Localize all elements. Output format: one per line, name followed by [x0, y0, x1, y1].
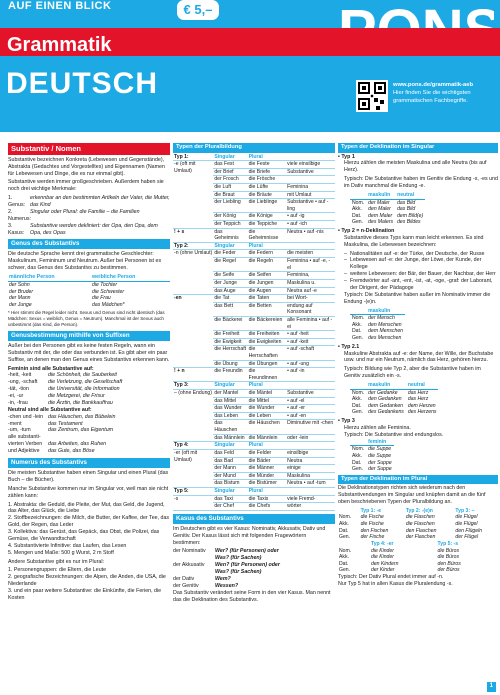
list-item: 2. Stoffbezeichnungen: die Milch, die Butter, der Kaffee, der Tee, das Gold, der Regen, das Leder: [8, 515, 170, 529]
type2-label: • Typ 2 = n-Deklination: [338, 227, 395, 234]
feminine-suffix-list: -heit, -keit die Schönheit, die Sauberkeit -ung, -schaft die Verletzung, die Gesellschaft -tät, -tion die Universität, die Information -ei, -ur die Metzgerei, die Frisur -in, -frau die Ärztin, die Bankkauffrau: [8, 372, 123, 406]
table-row: ! + s das Geheimnis die Geheimnisse Neutra • auf -nis: [173, 228, 335, 242]
table-row: der Liebling die Lieblinge Substantive • auf -ling: [173, 199, 335, 213]
list-item: – Nationalitäten auf -e: der Türke, der Deutsche, der Russe: [344, 251, 498, 258]
list-item: 3. Kollektiva: das Gerüst, das Gepäck, das Obst, die Polizei, das Gemüse, die Verwandtschaft: [8, 529, 160, 542]
table-row: Akk. die Kinder die Büros: [339, 554, 460, 561]
book-title: Grammatik: [7, 34, 112, 56]
list-item: – weitere Lebewesen: der Bär, der Bauer, der Nachbar, der Herr: [344, 271, 498, 278]
genus-text: Die deutsche Sprache kennt drei grammatische Geschlechter: Maskulinum, Femininum und Neutrum. Außer bei Personen ist es schwer, das Genus des Substantivs zu bestimmen.: [8, 251, 162, 272]
qr-caption: [393, 82, 498, 105]
type3-table: feminin Nom. die Suppe Akk. die Suppe Dat. der Suppe Gen. der Suppe: [352, 438, 392, 473]
feminine-label: Feminin sind alle Substantive auf:: [8, 365, 94, 372]
numerus-singular-intro: Manche Substantive kommen nur im Singular vor, weil man sie nicht zählen kann:: [8, 485, 169, 499]
declension-singular-title: Typen der Deklination im Singular: [338, 143, 498, 153]
table-row: das Bett die Betten endung auf Konsonant: [173, 302, 335, 316]
kasus-text: Im Deutschen gibt es vier Kasus: Nominativ, Akkusativ, Dativ und Genitiv. Der Kasus lässt sich mit folgenden Fragewörtern bestimmen:: [173, 525, 326, 546]
table-row: -s das Taxi die Taxis viele Fremd-: [173, 495, 335, 503]
table-row: Gen. des Malers des Bildes: [352, 219, 421, 226]
table-row: Dat. dem Gedanken dem Herzen: [352, 402, 436, 409]
table-row: Gen. der Suppe: [352, 466, 392, 473]
table-row: Gen. der Kinder der Büros: [339, 567, 460, 574]
table-row: die Regel die Regeln Feminina • auf -e, -el: [173, 258, 335, 272]
list-item: 2. geografische Bezeichnungen: die Alpen, die Anden, die USA, die Niederlande: [8, 574, 166, 588]
table-row: Akk. die Suppe: [352, 452, 392, 459]
table-row: das Wunder die Wunder • auf -er: [173, 405, 335, 413]
genus-footnote: * Hier stimmt die Regel leider nicht. Sexus und Genus sind nicht identisch (das Mädchen: Sexus = weiblich, Genus = Neutrum). Manchmal ist der Sexus auch unbestimmt (das Kind, die Person).: [8, 310, 165, 328]
table-row: der Junge das Mädchen*: [9, 301, 125, 308]
type2-text: Substantive dieses Typs kann man leicht erkennen. Es sind Maskulina, die Lebewesen bezeichnen:: [344, 234, 484, 248]
type2-list: [338, 251, 498, 292]
declension-plural-title: Typen der Deklination im Plural: [338, 475, 498, 485]
table-row: der Mann die Frau: [9, 295, 111, 302]
list-item: – Fremdwörter auf -ant, -ent, -ist, -at, -oge, -graf: der Laborant, der Dirigent, der Pädagoge: [344, 278, 498, 292]
list-item: 1. Abstrakta: die Geduld, die Pleite, der Mut, das Geld, die Jugend, das Alter, das Glück, die Liebe: [8, 501, 165, 515]
table-row: das Männlein die Männlein oder -lein: [173, 434, 335, 442]
genus-table: männliche Person weibliche Person der Sohn die Tochter der Bruder die Schwester der Mann die Frau der Junge das Mädchen*: [8, 274, 170, 308]
plural-table-1: Typ 1: -e Typ 2: -(e)n Typ 3: – Nom. die Fische die Flaschen die Flügel Akk. die Fische die Flaschen die Flügel Dat. den Fischen den Flaschen den Flügeln Gen. der Fische der Flaschen der Flügel: [338, 508, 498, 541]
table-row: der Teppich die Teppiche • auf -ich: [173, 221, 335, 229]
type1-table: maskulin neutral Nom. der Maler das Bild Akk. den Maler das Bild Dat. dem Maler dem Bild(e) Gen. des Malers des Bildes: [352, 191, 424, 226]
table-row: ! + n die Freundin die Freundinnen • auf -in: [173, 368, 335, 382]
table-row: -er (oft mit Umlaut) das Feld die Felder einsilbige: [173, 449, 335, 457]
numerus-text: Die meisten Substantive haben einen Singular und einen Plural (das Buch – die Bücher).: [8, 470, 169, 483]
plural-note-1: Typisch: Der Dativ Plural endet immer auf -n.: [338, 573, 444, 580]
table-row: -e (oft mit Umlaut) das Fest die Feste viele einsilbige: [173, 161, 335, 169]
table-row: der Chef die Chefs wörter: [173, 503, 335, 511]
feature-list: [8, 195, 170, 236]
type21-label: • Typ 2.1: [338, 343, 360, 350]
type3-text-2: Typisch: Die Substantive sind endungslos.: [344, 431, 444, 438]
type2-table: maskulin Nom. der Mensch Akk. den Menschen Dat. dem Menschen Gen. des Menschen: [352, 307, 403, 342]
singular-only-list: [8, 502, 170, 557]
feature-item: 3. Kasus: Substantive werden dekliniert: der Opa, den Opa, dem Opa, des Opas: [8, 222, 158, 236]
table-row: Akk. den Gedanken das Herz: [352, 396, 429, 403]
table-row: Nom. der Mensch: [352, 315, 395, 322]
feature-item: 2. Numerus: Singular oder Plural: die Familie – die Familien: [8, 208, 140, 222]
list-item: 4. Substantivierte Infinitive: das Laufen, das Lesen: [8, 542, 127, 549]
table-row: der Brief die Briefe Substantive: [173, 168, 335, 176]
type1-label: • Typ 1: [338, 153, 355, 160]
neutral-label: Neutral sind alle Substantive auf:: [8, 406, 92, 413]
table-row: Akk. den Maler das Bild: [352, 206, 416, 213]
table-row: Dat. dem Menschen: [352, 328, 403, 335]
list-item: 5. Mengen und Maße: 500 g Wurst, 2 m Stoff: [8, 549, 114, 556]
header: [0, 0, 500, 132]
feature-item: 1. Genus: erkennbar an den bestimmten Artikeln der Vater, die Mutter, das Kind: [8, 195, 170, 208]
numerus-section-title: Numerus des Substantivs: [8, 458, 170, 468]
list-item: 3. und ein paar weitere Substantive: die Einkünfte, die Ferien, die Kosten: [8, 588, 162, 601]
type21-text: Maskuline Abstrakta auf -e: der Name, der Wille, der Buchstabe usw. und nur ein Neutrum, nämlich das Herz, gehören hierzu.: [344, 350, 494, 364]
table-row: Akk. den Menschen: [352, 321, 402, 328]
plural-declension-text: Die Deklinationstypen richten sich wiederum nach den Substantivendungen im Singular und knüpfen damit an die fünf oben beschriebenen Typen der Pluralbildung an.: [338, 485, 486, 505]
genus-section-title: Genus des Substantivs: [8, 239, 170, 249]
type21-table: maskulin neutral Nom. der Gedanke das Herz Akk. den Gedanken das Herz Dat. dem Gedanken dem Herzen Gen. des Gedankens des Herzens: [352, 382, 437, 416]
table-row: Dat. der Suppe: [352, 459, 392, 466]
qr-code-icon: [356, 80, 388, 112]
table-row: das Häuschen die Häuschen Diminutive mit -chen: [214, 420, 334, 434]
table-row: die Braut die Bräute mit Umlaut: [173, 191, 335, 199]
qr-url[interactable]: www.pons.de/grammatik-aeb: [393, 82, 473, 88]
plural-table-2: Typ 4: -er Typ 5: -s Nom. die Kinder die Büros Akk. die Kinder die Büros Dat. den Kindern den Büros Gen. der Kinder der Büros: [338, 541, 498, 574]
table-row: die Seife die Seifen Feminina,: [173, 272, 335, 280]
series-label: AUF EINEN BLICK: [8, 0, 112, 12]
table-row: Nom. die Kinder die Büros: [339, 547, 460, 554]
suffix-text: Außer bei den Personen gibt es keine festen Regeln, wann ein Substantiv mit der, die oder das verbunden ist. Es gibt aber ein paar Suffixe, an denen man den Genus eines Substantivs erkennen kann.: [8, 342, 170, 363]
type3-text: Hierzu zählen alle Feminina.: [344, 424, 411, 431]
table-row: der Sohn die Tochter: [9, 281, 118, 288]
kasus-section-title: Kasus des Substantivs: [173, 514, 335, 524]
table-row: die Freiheit die Freiheiten • auf -heit: [173, 331, 335, 339]
table-row: Gen. des Gedankens des Herzens: [352, 409, 437, 416]
table-row: die Ewigkeit die Ewigkeiten • auf -keit: [173, 338, 335, 346]
table-row: Dat. den Fischen den Flaschen den Flügeln: [339, 527, 483, 534]
plural-only-intro: Andere Substantive gibt es nur im Plural:: [8, 558, 104, 565]
table-row: der Mann die Männer einige: [173, 465, 335, 473]
table-row: Nom. die Fische die Flaschen die Flügel: [339, 514, 478, 521]
column-2: [173, 143, 335, 695]
list-item: – Lebewesen auf -e: der Junge, der Löwe, der Kunde, der Kollege: [344, 257, 498, 271]
column-3: [338, 143, 498, 695]
qr-line1: Hier finden Sie die wichtigsten: [393, 89, 471, 96]
table-row: Nom. die Suppe: [352, 446, 392, 453]
qr-line2: grammatischen Fachbegriffe.: [393, 97, 468, 104]
type3-label: • Typ 3: [338, 418, 355, 425]
table-row: der Junge die Jungen Maskulina u.: [173, 279, 335, 287]
table-row: die Luft die Lüfte Feminina: [173, 183, 335, 191]
subject-title: DEUTSCH: [6, 67, 159, 100]
table-row: Akk. die Fische die Flaschen die Flügel: [339, 521, 478, 528]
price-badge: € 5,–: [175, 0, 221, 22]
plural-types-title: Typen der Pluralbildung: [173, 143, 335, 153]
kasus-question-list: der Nominativ Wer? (für Personen) oder Was? (für Sachen) der Akkusativ Wen? (für Personen) oder Was? (für Sachen) der Dativ Wem? der Genitiv Wessen?: [173, 548, 280, 589]
table-row: Dat. den Kindern den Büros: [339, 560, 461, 567]
table-row: Nom. der Maler das Bild: [352, 199, 416, 206]
table-row: Gen. der Fische der Flaschen der Flügel: [339, 534, 479, 541]
table-row: der Bruder die Schwester: [9, 288, 125, 295]
table-row: Gen. des Menschen: [352, 335, 402, 342]
column-1: [8, 143, 170, 695]
table-row: die Bäckerei die Bäckereien alle Feminina • auf -ei: [173, 316, 335, 330]
table-row: der Frosch die Frösche: [173, 176, 335, 184]
table-row: Dat. dem Maler dem Bild(e): [352, 212, 424, 219]
type1-text: Hierzu zählen die meisten Maskulina und alle Neutra (bis auf Herz).: [344, 160, 487, 174]
type1-text-2: Typisch: Die Substantive haben im Genitiv die Endung -s, -es und im Dativ manchmal die Endung -e.: [344, 176, 498, 190]
page-number: 1: [487, 682, 496, 692]
type2-text-2: Typisch: Die Substantive haben außer im Nominativ immer die Endung -(e)n.: [344, 291, 491, 305]
noun-features-intro: Substantive werden immer großgeschrieben. Außerdem haben sie noch drei wichtige Merkmale:: [8, 179, 164, 193]
table-row: das Bad die Bäder Neutra: [173, 457, 335, 465]
table-row: der König die Könige • auf -ig: [173, 213, 335, 221]
table-row: die Übung die Übungen • auf -ung: [173, 360, 335, 368]
suffix-section-title: Genusbestimmung mithilfe von Suffixen: [8, 331, 170, 341]
neutral-suffix-list: -chen und -lein das Häuschen, das Bübelein -ment das Testament -um, -tum das Zentrum, das Eigentum alle substanti- vierten Verben das Arbeiten, das Ruhen und Adjektive das Gute, das Böse: [8, 413, 116, 455]
plural-note-2: Nur Typ 5 hat in allen Kasus die Pluralendung -s.: [338, 580, 453, 587]
kasus-text-2: Das Substantiv verändert seine Form in den vier Kasus. Man nennt das die Deklination des Substantivs.: [173, 589, 331, 603]
table-row: -en die Tat die Taten bei Wort-: [173, 295, 335, 303]
noun-section-title: Substantiv / Nomen: [8, 143, 170, 155]
table-row: – (ohne Endung) der Mantel die Mäntel Substantive: [173, 390, 335, 398]
list-item: 1. Personengruppen: die Eltern, die Leute: [8, 567, 107, 574]
type21-text-2: Typisch: Bildung wie Typ 2, aber die Substantive haben im Genitiv zusätzlich ein -s.: [344, 366, 481, 380]
table-row: der Mund die Münder Maskulina: [173, 472, 335, 480]
plural-types-table: Typ 1: Singular Plural -e (oft mit Umlaut) das Fest die Feste viele einsilbige der Brief die Briefe Substantive der Frosch die Frösche die Luft die Lüfte Feminina die Braut die Bräute mit Umlaut der Liebling die Lieblinge Substantive • auf -ling der König die Könige • auf -ig der Teppich die Teppiche • auf -ich ! + s das Geheimnis die Geheimnisse Neutra • auf -nis Typ 2: Singular Plural -n (ohne Umlaut) die Feder die Federn die meisten die Regel die Regeln Feminina • auf -e, -el die Seife die Seifen Feminina, der Junge die Jungen Maskulina u. das Auge die Augen Neutra auf -e -en die Tat die Taten bei Wort- das Bett die Betten endung auf Konsonant die Bäckerei die Bäckereien alle Feminina • auf -ei die Freiheit die Freiheiten • auf -heit die Ewigkeit die Ewigkeiten • auf -keit die Herrschaft die Herrschaften • auf -schaft die Übung die Übungen • auf -ung ! + n die Freundin die Freundinnen • auf -in Typ 3: Singular Plural – (ohne Endung) der Mantel die Mäntel Substantive das Mittel die Mittel • auf -el das Wunder die Wunder • auf -er das Leben die Leben • auf -en das Häuschen die Häuschen Diminutive mit -chen das Männlein die Männlein oder -lein Typ 4: Singular Plural -er (oft mit Umlaut) das Feld die Felder einsilbige das Bad die Bäder Neutra der Mann die Männer einige der Mund die Münder Maskulina das Bistum die Bistümer Neutra • auf -tum Typ 5: Singular Plural -s das Taxi die Taxis viele Fremd- der Chef die Chefs wörter: [174, 153, 334, 510]
table-row: das Bistum die Bistümer Neutra • auf -tum: [173, 480, 335, 488]
noun-intro: Substantive bezeichnen Konkreta (Lebewesen und Gegenstände), Abstrakta (Gedachtes und Vorgestelltes) und Eigennamen (Namen für Lebewesen und Dinge, die es nur einmal gibt).: [8, 156, 165, 177]
table-row: die Herrschaft die Herrschaften • auf -schaft: [173, 346, 335, 360]
table-row: das Leben die Leben • auf -en: [173, 412, 335, 420]
plural-only-list: [8, 567, 170, 601]
table-row: Nom. der Gedanke das Herz: [352, 389, 429, 396]
table-row: das Auge die Augen Neutra auf -e: [173, 287, 335, 295]
table-row: -n (ohne Umlaut) die Feder die Federn die meisten: [173, 250, 335, 258]
table-row: das Mittel die Mittel • auf -el: [173, 397, 335, 405]
